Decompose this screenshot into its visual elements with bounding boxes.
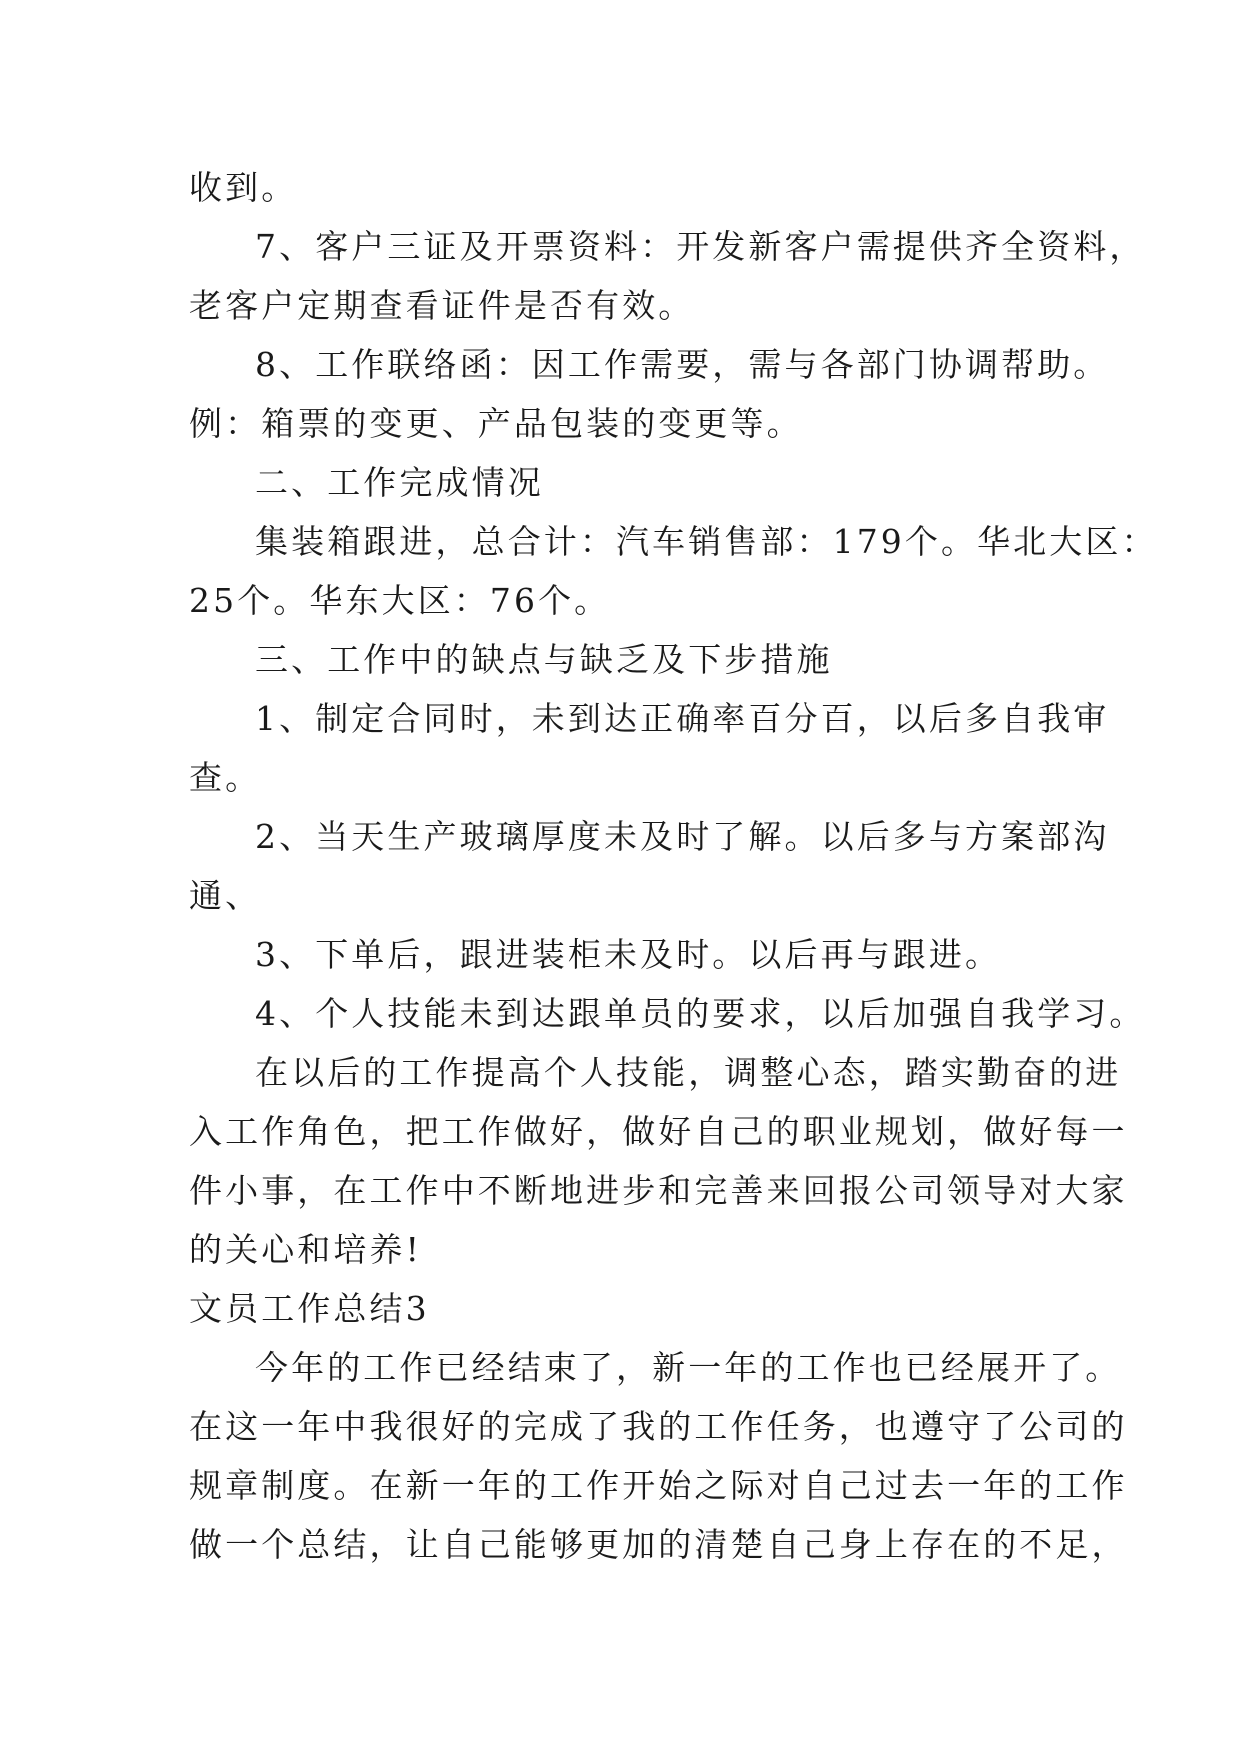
text-line: 8、工作联络函：因工作需要，需与各部门协调帮助。 [255,345,1110,384]
text-line: 2、当天生产玻璃厚度未及时了解。以后多与方案部沟 [255,817,1110,856]
text-line: 集装箱跟进，总合计：汽车销售部：179个。华北大区： [255,522,1158,561]
text-line: 7、客户三证及开票资料：开发新客户需提供齐全资料， [255,227,1146,266]
text-line: 件小事，在工作中不断地进步和完善来回报公司领导对大家 [189,1171,1128,1210]
text-line: 25个。华东大区：76个。 [189,581,611,620]
text-line: 收到。 [189,168,298,207]
document-title: 文员工作总结3 [189,1289,430,1328]
text-line: 今年的工作已经结束了，新一年的工作也已经展开了。 [255,1348,1122,1387]
text-line: 3、下单后，跟进装柜未及时。以后再与跟进。 [255,935,1002,974]
text-line: 4、个人技能未到达跟单员的要求，以后加强自我学习。 [255,994,1146,1033]
text-line: 1、制定合同时，未到达正确率百分百，以后多自我审 [255,699,1110,738]
text-line: 通、 [189,876,262,915]
text-line: 做一个总结，让自己能够更加的清楚自己身上存在的不足， [189,1525,1128,1564]
text-line: 入工作角色，把工作做好，做好自己的职业规划，做好每一 [189,1112,1128,1151]
document-body [189,158,1158,1574]
text-line: 规章制度。在新一年的工作开始之际对自己过去一年的工作 [189,1466,1128,1505]
text-line: 的关心和培养! [189,1230,422,1269]
text-line: 在这一年中我很好的完成了我的工作任务，也遵守了公司的 [189,1407,1128,1446]
text-line: 查。 [189,758,262,797]
text-line: 在以后的工作提高个人技能，调整心态，踏实勤奋的进 [255,1053,1122,1092]
text-line: 老客户定期查看证件是否有效。 [189,286,695,325]
section-heading: 二、工作完成情况 [255,463,544,502]
section-heading: 三、工作中的缺点与缺乏及下步措施 [255,640,833,679]
text-line: 例：箱票的变更、产品包装的变更等。 [189,404,803,443]
